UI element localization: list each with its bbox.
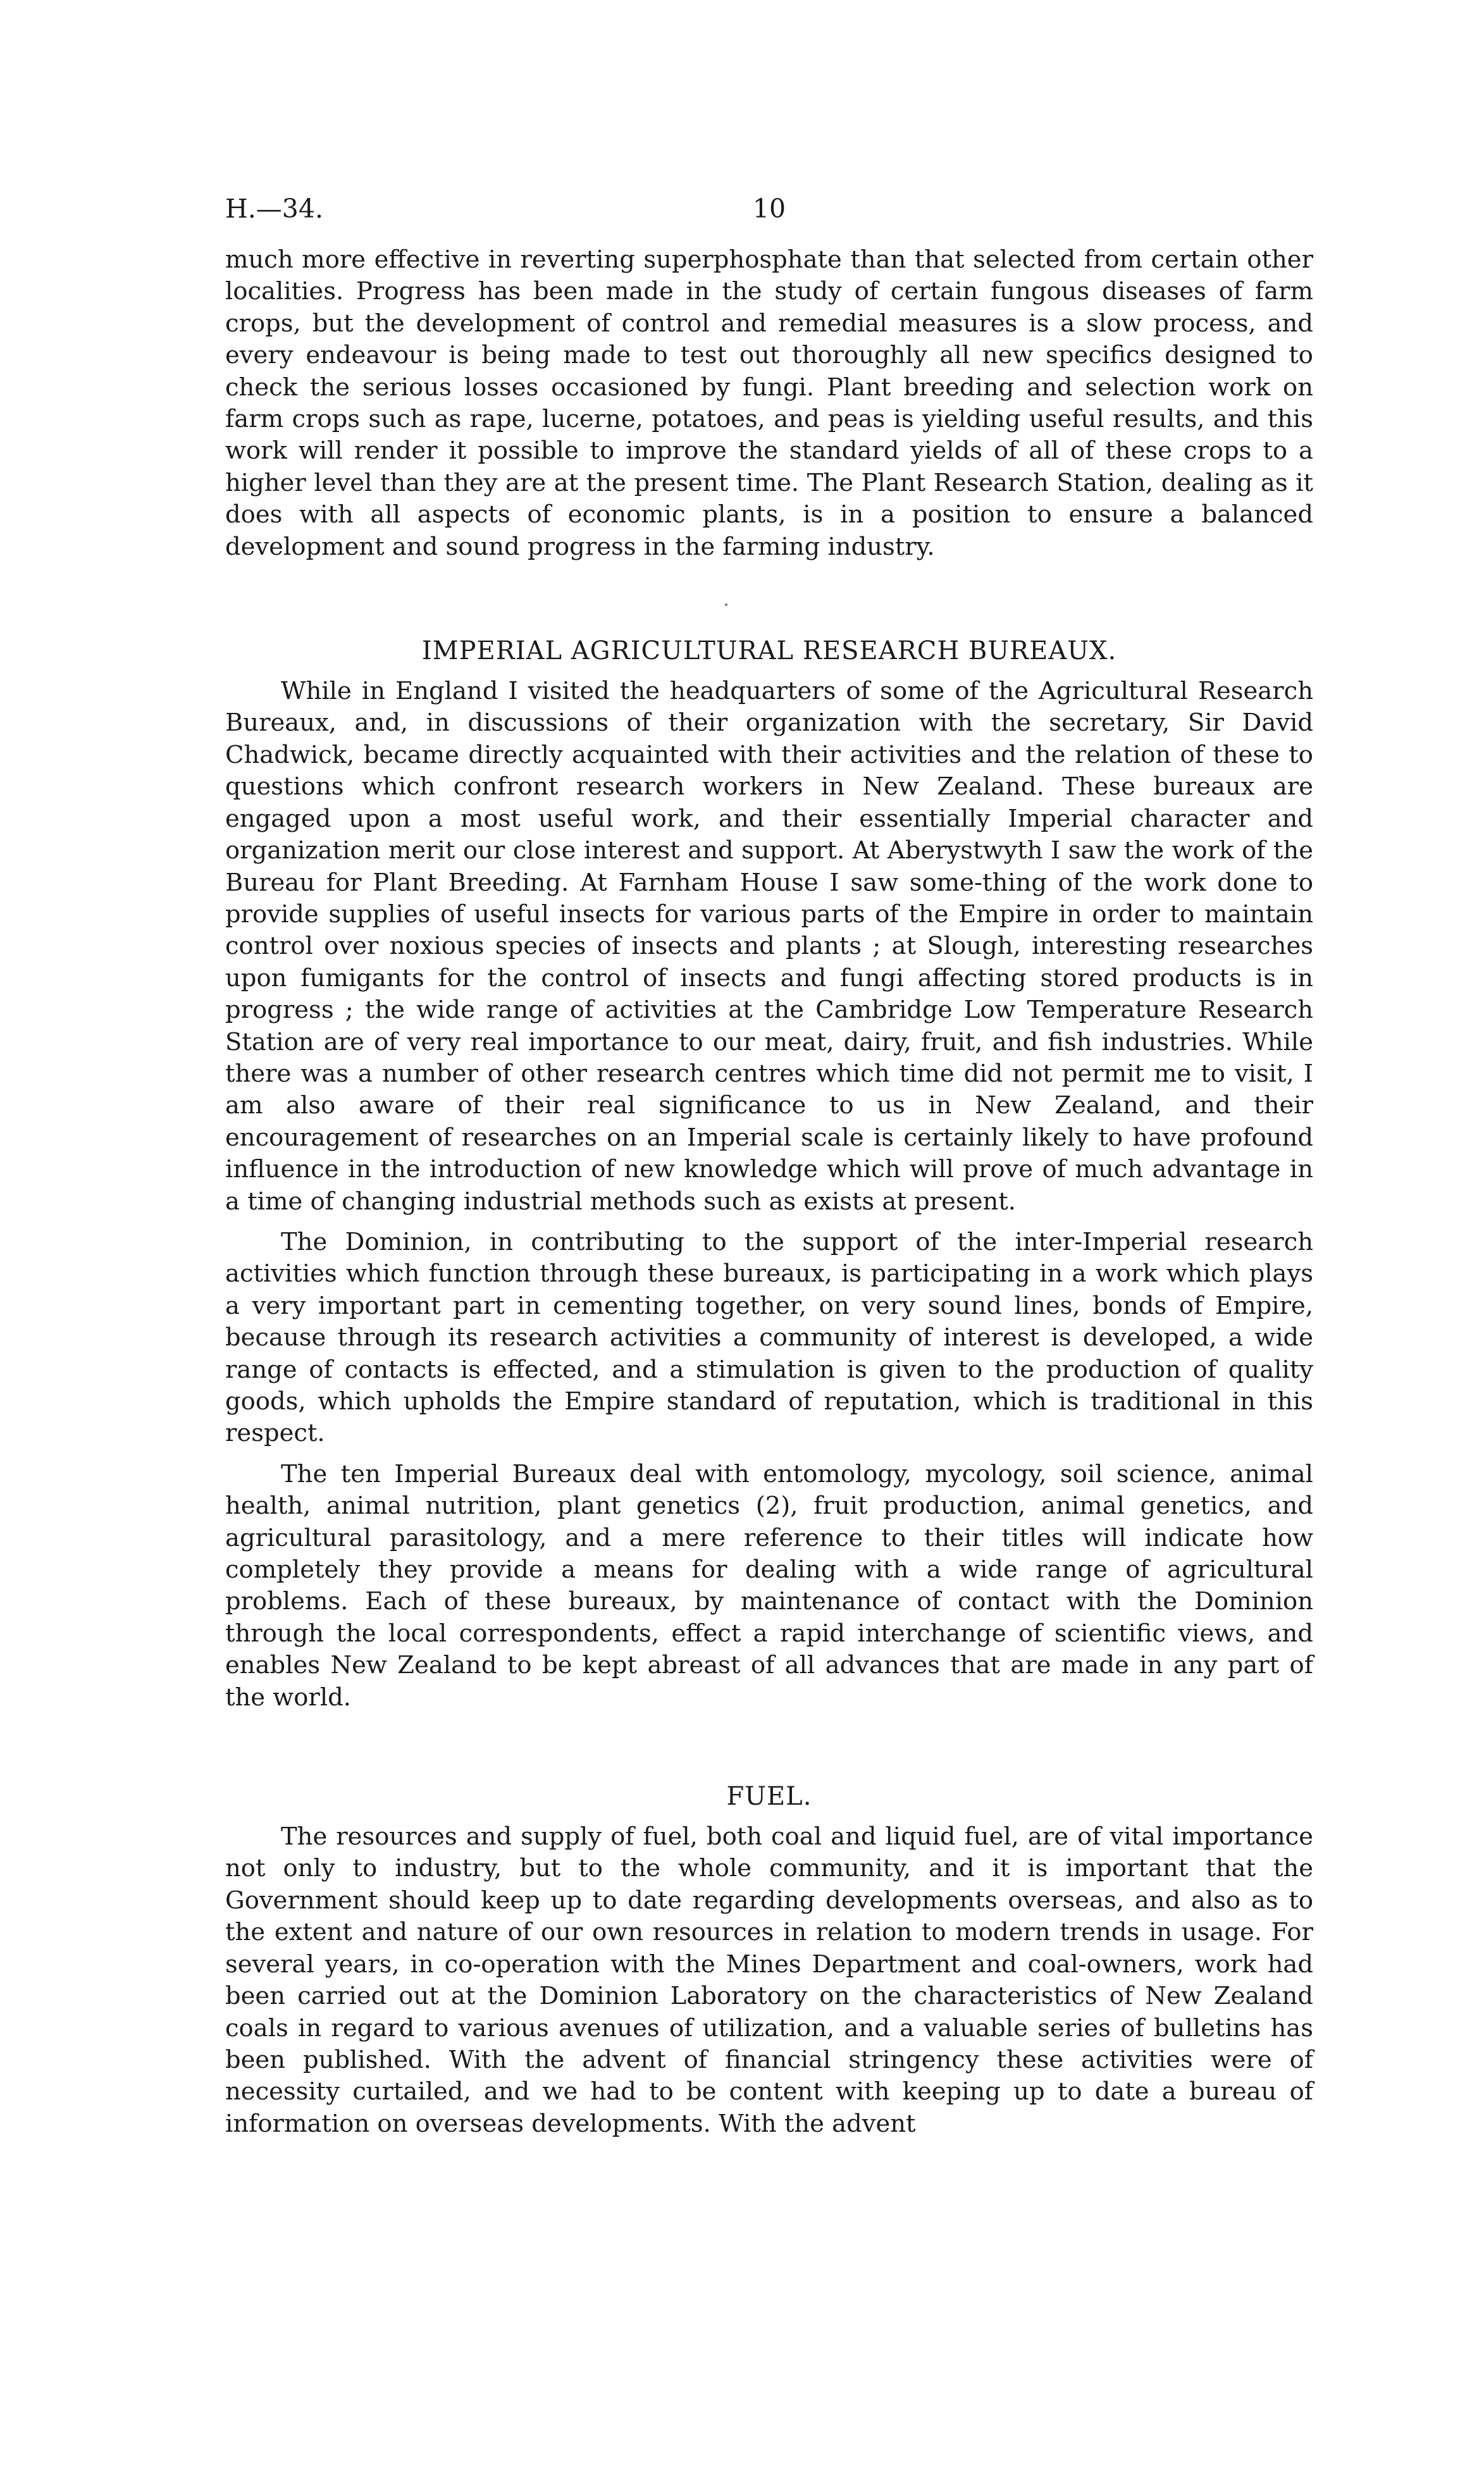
- section-heading-fuel: FUEL.: [726, 1782, 812, 1812]
- section-heading-imperial-bureaux: IMPERIAL AGRICULTURAL RESEARCH BUREAUX.: [421, 636, 1117, 666]
- page-header: [225, 190, 1313, 228]
- paragraph-imperial-2: The Dominion, in contributing to the support of the inter-Imperial research activities which function through these bureaux, is participating in a work which plays a very important part in cementing together, on very sound lines, bonds of Empire, because through its research activities a community of interest is developed, a wide range of contacts is effected, and a stimulation is given to the production of quality goods, which upholds the Empire standard of reputation, which is traditional in this respect.: [225, 1227, 1313, 1448]
- paragraph-imperial-1: While in England I visited the headquarters of some of the Agricultural Research Bureaux, and, in discussions of their organization with the secretary, Sir David Chadwick, became directly acquainted with their activities and the relation of these to questions which confront research workers in New Zealand. These bureaux are engaged upon a most useful work, and their essentially Imperial character and organization merit our close interest and support. At Aberystwyth I saw the work of the Bureau for Plant Breeding. At Farnham House I saw some-thing of the work done to provide supplies of useful insects for various parts of the Empire in order to maintain control over noxious species of insects and plants ; at Slough, interesting researches upon fumigants for the control of insects and fungi affecting stored products is in progress ; the wide range of activities at the Cambridge Low Temperature Research Station are of very real importance to our meat, dairy, fruit, and fish industries. While there was a number of other research centres which time did not permit me to visit, I am also aware of their real significance to us in New Zealand, and their encouragement of researches on an Imperial scale is certainly likely to have profound influence in the introduction of new knowledge which will prove of much advantage in a time of changing industrial methods such as exists at present.: [225, 677, 1313, 1216]
- paragraph-fuel-1: The resources and supply of fuel, both coal and liquid fuel, are of vital importance not only to industry, but to the whole community, and it is important that the Government should keep up to date regarding developments overseas, and also as to the extent and nature of our own resources in relation to modern trends in usage. For several years, in co-operation with the Mines Department and coal-owners, work had been carried out at the Dominion Laboratory on the characteristics of New Zealand coals in regard to various avenues of utilization, and a valuable series of bulletins has been published. With the advent of financial stringency these activities were of necessity curtailed, and we had to be content with keeping up to date a bureau of information on overseas developments. With the advent: [225, 1822, 1313, 2138]
- scan-speck: [725, 603, 727, 606]
- page-body: [225, 244, 1313, 2140]
- paragraph-imperial-3: The ten Imperial Bureaux deal with entomology, mycology, soil science, animal health, animal nutrition, plant genetics (2), fruit production, animal genetics, and agricultural parasitology, and a mere reference to their titles will indicate how completely they provide a means for dealing with a wide range of agricultural problems. Each of these bureaux, by maintenance of contact with the Dominion through the local correspondents, effect a rapid interchange of scientific views, and enables New Zealand to be kept abreast of all advances that are made in any part of the world.: [225, 1459, 1313, 1712]
- document-reference: H.—34.: [225, 194, 323, 224]
- continued-paragraph: much more effective in reverting superphosphate than that selected from certain other localities. Progress has been made in the study of certain fungous diseases of farm crops, but the development of control and remedial measures is a slow process, and every endeavour is being made to test out thoroughly all new specifics designed to check the serious losses occasioned by fungi. Plant breeding and selection work on farm crops such as rape, lucerne, potatoes, and peas is yielding useful results, and this work will render it possible to improve the standard yields of all of these crops to a higher level than they are at the present time. The Plant Research Station, dealing as it does with all aspects of economic plants, is in a position to ensure a balanced development and sound progress in the farming industry.: [225, 245, 1313, 561]
- page-number: 10: [752, 194, 786, 224]
